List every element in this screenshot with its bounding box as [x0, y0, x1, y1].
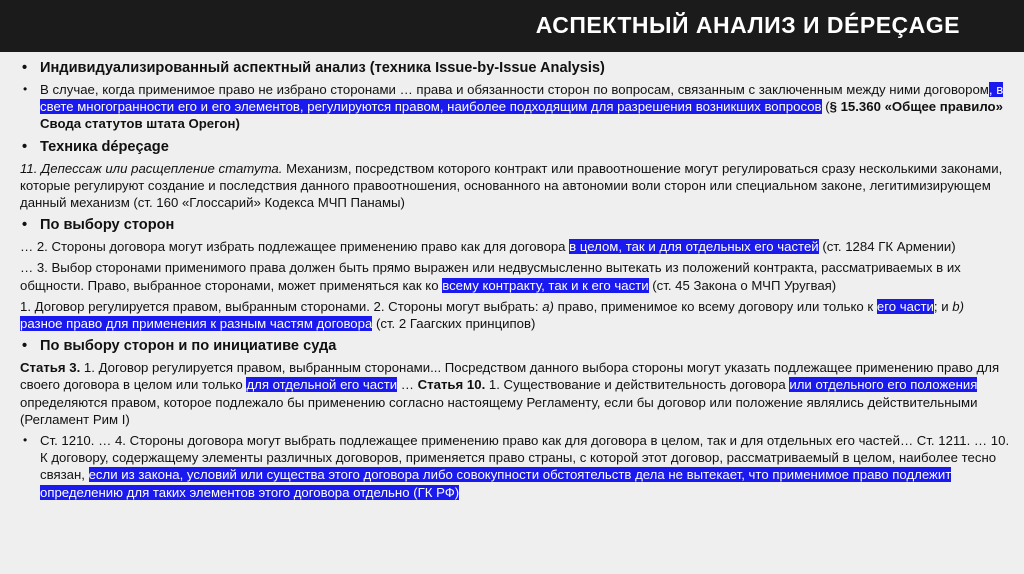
text-run: (: [821, 99, 830, 115]
panama-code-paragraph: [20, 160, 1010, 212]
highlight: в целом, так и для отдельных его частей: [569, 239, 819, 255]
bold-text: Статья 3.: [20, 360, 81, 376]
text-run: (ст. 2 Гаагских принципов): [372, 316, 536, 332]
section-heading-depecage: • Техника dépeçage: [20, 137, 1010, 157]
section-heading-party-choice: • По выбору сторон: [20, 215, 1010, 235]
hague-principles-paragraph: [20, 298, 1010, 332]
text-run: Ст. 1210. … 4. Стороны договора могут выбрать подлежащее применению право как для договора в целом, так и для отдельных его частей… Ст. 1211. … 10. К договору, содержащему элементы различных договоров, применяется право страны, с которой этот договор, рассматриваемый в целом, наиболее тесно связан: [40, 433, 1010, 483]
highlight: всему контракту, так и к его части: [442, 277, 649, 293]
highlight: разное право для применения к разным частям договора: [20, 316, 373, 332]
text-run: …: [397, 377, 418, 393]
bold-text: Статья 10.: [417, 377, 486, 393]
text-run: ,: [81, 467, 89, 483]
text-run: В случае, когда применимое право не избрано сторонами … права и обязанности сторон по вопросам, связанным с заключенным между ними договором: [40, 82, 989, 97]
highlight: или отдельного его положения: [789, 377, 978, 393]
text-run: Механизм, посредством которого контракт или правоотношение могут регулироваться сразу несколькими законами, которые регулируют создание и последствия данного правоотношения, основанного на автономии воли сторон или специальном законе, легитимизирующем данный механизм (ст. 160 «Глоссарий» Кодекса МЧП Панамы): [20, 160, 1003, 211]
highlight: , в свете многогранности его и его элементов, регулируются правом, наиболее подходящим для разрешения возникших вопросов: [40, 82, 1004, 115]
highlight: для отдельной его части: [246, 377, 398, 393]
text-run: 1. Договор регулируется правом, выбранным сторонами... Посредством данного выбора стороны могут указать подлежащее применению право для своего договора в целом или только: [20, 360, 1000, 393]
slide-content: [20, 58, 1010, 505]
text-run: (ст. 45 Закона о МЧП Уругвая): [648, 277, 837, 293]
text-run: … 3. Выбор сторонами применимого права должен быть прямо выражен или недвусмысленно вытекать из положений контракта, рассматриваемых в их общности. Право, выбранное сторонами, может применяться как ко: [20, 260, 961, 293]
text-run: 1. Договор регулируется правом, выбранным сторонами. 2. Стороны могут выбрать:: [20, 298, 543, 314]
text-run: определяются правом, которое подлежало бы применению согласно настоящему Регламенту, если бы договор или положение являлись действительными (Регламент Рим I): [20, 394, 978, 427]
highlight: его части: [876, 298, 934, 314]
uruguay-law-paragraph: [20, 259, 1010, 293]
italic-text: 11. Депессаж или расщепление статута.: [20, 160, 283, 176]
armenia-code-paragraph: [20, 238, 1010, 255]
text-run: право, применимое ко всему договору или только к: [553, 298, 877, 314]
italic-text: a): [542, 298, 554, 314]
italic-text: b): [952, 298, 965, 314]
oregon-statute-paragraph: [20, 81, 1010, 133]
title-bar: [0, 0, 1024, 52]
slide-title: АСПЕКТНЫЙ АНАЛИЗ И DÉPEÇAGE: [535, 12, 960, 38]
text-run: … 2. Стороны договора могут избрать подлежащее применению право как для договора: [20, 239, 570, 255]
bold-text: § 15.360 «Общее правило» Свода статутов штата Орегон): [40, 99, 1003, 132]
section-heading-issue-by-issue: • Индивидуализированный аспектный анализ (техника Issue-by-Issue Analysis): [20, 58, 1010, 78]
highlight: если из закона, условий или существа этого договора либо совокупности обстоятельств дела не вытекает, что применимое право подлежит определению для таких элементов этого договора отдельно (ГК РФ): [40, 467, 952, 500]
text-run: ; и: [933, 298, 953, 314]
section-heading-party-and-court: • По выбору сторон и по инициативе суда: [20, 336, 1010, 356]
russian-civil-code-paragraph: [20, 432, 1010, 501]
rome-regulation-paragraph: [20, 359, 1010, 428]
text-run: 1. Существование и действительность договора: [485, 377, 790, 393]
text-run: (ст. 1284 ГК Армении): [818, 239, 956, 255]
